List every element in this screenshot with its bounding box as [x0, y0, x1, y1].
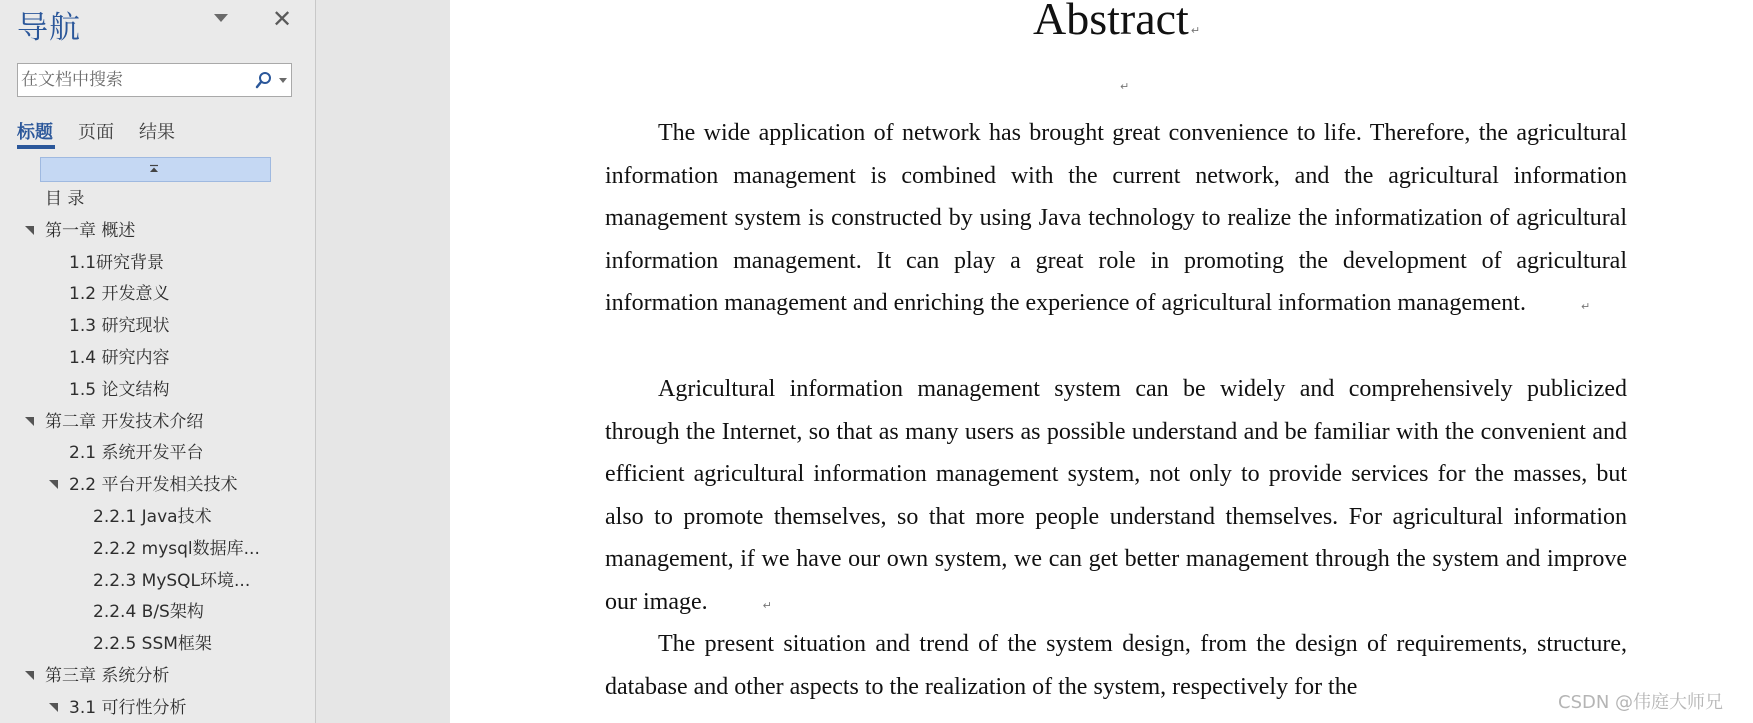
nav-heading-label: 2.2.2 mysql数据库...	[93, 538, 260, 559]
nav-heading-label: 1.4 研究内容	[69, 348, 170, 368]
collapse-triangle-icon[interactable]	[25, 226, 34, 235]
paragraph-text: The wide application of network has brought great convenience to life. Therefore, the agricultural information management is combined with the current network, and the agricultural information management system is constructed by using Java technology to realize the informatization of agricultural information management. It can play a great role in promoting the development of agricultural information management and enriching the experience of agricultural information management.	[605, 120, 1627, 317]
nav-heading-label: 第一章 概述	[45, 220, 136, 241]
nav-heading-item[interactable]	[69, 439, 203, 467]
nav-heading-label: 1.5 论文结构	[69, 379, 170, 400]
scroll-to-top-icon	[149, 164, 159, 174]
collapse-triangle-icon[interactable]	[25, 417, 34, 426]
nav-heading-item[interactable]	[69, 471, 237, 499]
nav-heading-label: 1.3 研究现状	[69, 316, 170, 337]
nav-heading-label: 2.2.3 MySQL环境...	[93, 570, 251, 591]
nav-heading-label: 3.1 可行性分析	[69, 697, 187, 718]
body-paragraph	[605, 623, 1627, 708]
nav-heading-label: 2.2 平台开发相关技术	[69, 475, 238, 496]
chevron-down-icon[interactable]	[214, 14, 228, 22]
navigation-pane	[0, 0, 316, 723]
search-icon[interactable]	[254, 70, 274, 90]
nav-heading-label: 2.2.5 SSM框架	[93, 634, 212, 655]
search-input[interactable]	[18, 64, 246, 96]
nav-heading-item[interactable]	[69, 694, 186, 722]
tab-results[interactable]: 结果	[139, 122, 175, 143]
nav-heading-item[interactable]	[45, 217, 135, 245]
body-paragraph	[605, 112, 1627, 329]
nav-heading-label: 2.2.1 Java技术	[93, 507, 212, 527]
nav-heading-label: 第二章 开发技术介绍	[45, 411, 204, 432]
nav-heading-item[interactable]	[69, 249, 164, 277]
search-options-icon[interactable]	[279, 78, 287, 83]
document-page[interactable]	[450, 0, 1753, 723]
nav-heading-item[interactable]	[69, 312, 169, 340]
nav-heading-item[interactable]	[93, 630, 212, 658]
nav-heading-item[interactable]	[93, 598, 204, 626]
nav-heading-item[interactable]	[93, 567, 250, 595]
nav-heading-item[interactable]	[45, 408, 203, 436]
collapse-triangle-icon[interactable]	[25, 671, 34, 680]
document-heading	[1033, 0, 1200, 45]
nav-heading-label: 1.1研究背景	[69, 252, 165, 273]
scroll-up-button[interactable]	[40, 157, 271, 182]
nav-heading-label: 1.2 开发意义	[69, 284, 170, 305]
nav-heading-label: 目 录	[45, 189, 85, 209]
collapse-triangle-icon[interactable]	[49, 703, 58, 712]
paragraph-mark-icon: ↵	[1580, 300, 1591, 314]
tab-pages[interactable]: 页面	[78, 122, 114, 143]
nav-heading-item[interactable]	[45, 662, 169, 690]
nav-heading-item[interactable]	[93, 535, 260, 563]
close-icon[interactable]: ✕	[272, 5, 293, 33]
paragraph-text: Agricultural information management system can be widely and comprehensively publicized through the Internet, so that as many users as possible understand and be familiar with the convenient and efficient agricultural information management system, not only to provide services for the masses, but also to promote themselves, so that more people understand themselves. For agricultural information management, if we have our own system, we can get better management through the system and improve our image.	[605, 376, 1627, 615]
tab-selected-indicator	[17, 145, 55, 149]
nav-heading-label: 第三章 系统分析	[45, 666, 170, 686]
nav-heading-item[interactable]	[69, 376, 169, 404]
nav-heading-item[interactable]	[69, 344, 169, 372]
nav-heading-label: 2.1 系统开发平台	[69, 443, 204, 464]
nav-heading-item[interactable]	[93, 503, 212, 531]
collapse-triangle-icon[interactable]	[49, 480, 58, 489]
nav-heading-item[interactable]	[69, 280, 169, 308]
nav-pane-title: 导航	[17, 10, 81, 46]
nav-heading-item[interactable]	[45, 185, 84, 213]
watermark: CSDN @伟庭大师兄	[1558, 692, 1724, 713]
paragraph-mark-icon: ↵	[1190, 24, 1201, 37]
body-paragraph	[605, 368, 1627, 628]
nav-heading-label: 2.2.4 B/S架构	[93, 602, 204, 623]
heading-text: Abstract	[1033, 0, 1189, 44]
paragraph-mark-icon: ↵	[762, 598, 772, 612]
paragraph-text: The present situation and trend of the system design, from the design of requirements, structure, database and other aspects to the realization of the system, respectively for the	[605, 631, 1627, 700]
search-box	[17, 63, 292, 97]
document-margin	[316, 0, 450, 723]
paragraph-mark-icon: ↵	[1120, 80, 1130, 93]
tab-headings[interactable]: 标题	[17, 122, 53, 143]
